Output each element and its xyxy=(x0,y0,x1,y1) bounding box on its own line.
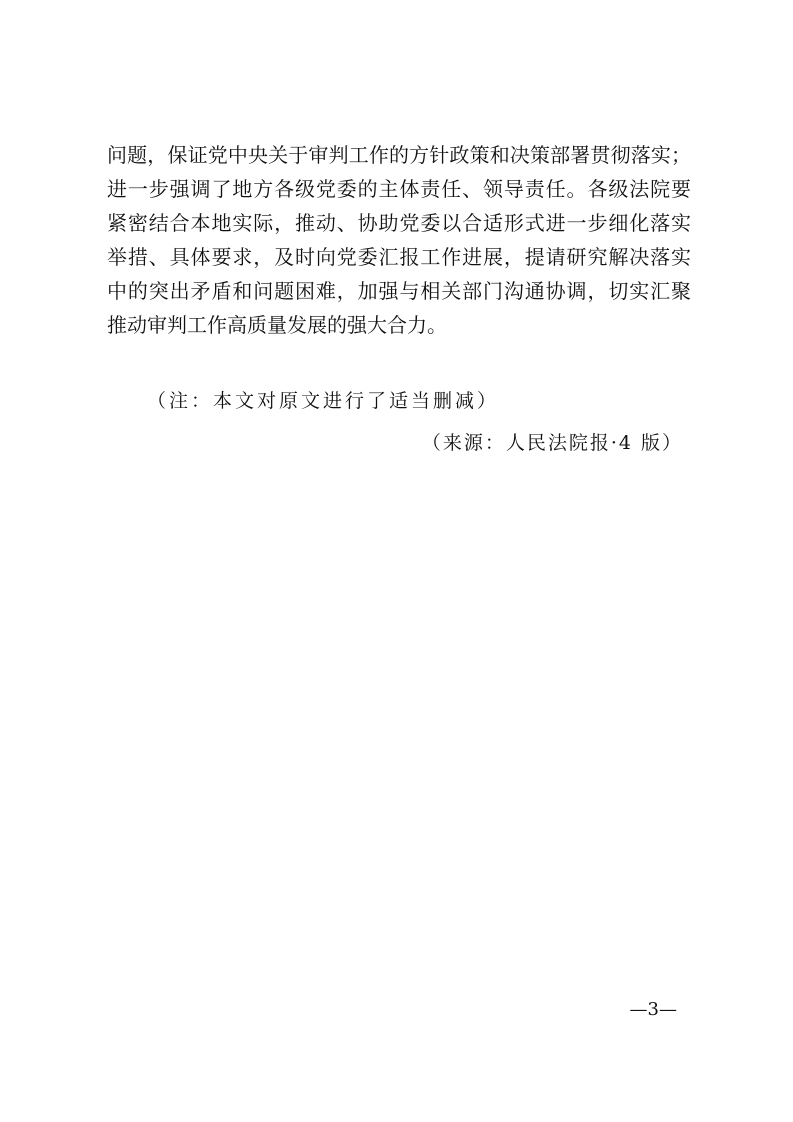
page-number: —3— xyxy=(629,999,677,1020)
paragraph-line: 推动审判工作高质量发展的强大合力。 xyxy=(107,313,447,337)
paragraph-line: 进一步强调了地方各级党委的主体责任、领导责任。各级法院要 xyxy=(107,177,691,201)
paragraph-line: 问题，保证党中央关于审判工作的方针政策和决策部署贯彻落实； xyxy=(107,143,691,167)
paragraph-line: 举措、具体要求，及时向党委汇报工作进展，提请研究解决落实 xyxy=(107,245,691,269)
paragraph-line: 紧密结合本地实际，推动、协助党委以合适形式进一步细化落实 xyxy=(107,211,691,235)
article-body xyxy=(107,138,691,342)
paragraph-line: 中的突出矛盾和问题困难，加强与相关部门沟通协调，切实汇聚 xyxy=(107,279,691,303)
source-attribution: （来源：人民法院报·4 版） xyxy=(421,432,683,454)
editor-note: （注：本文对原文进行了适当删减） xyxy=(147,390,500,412)
